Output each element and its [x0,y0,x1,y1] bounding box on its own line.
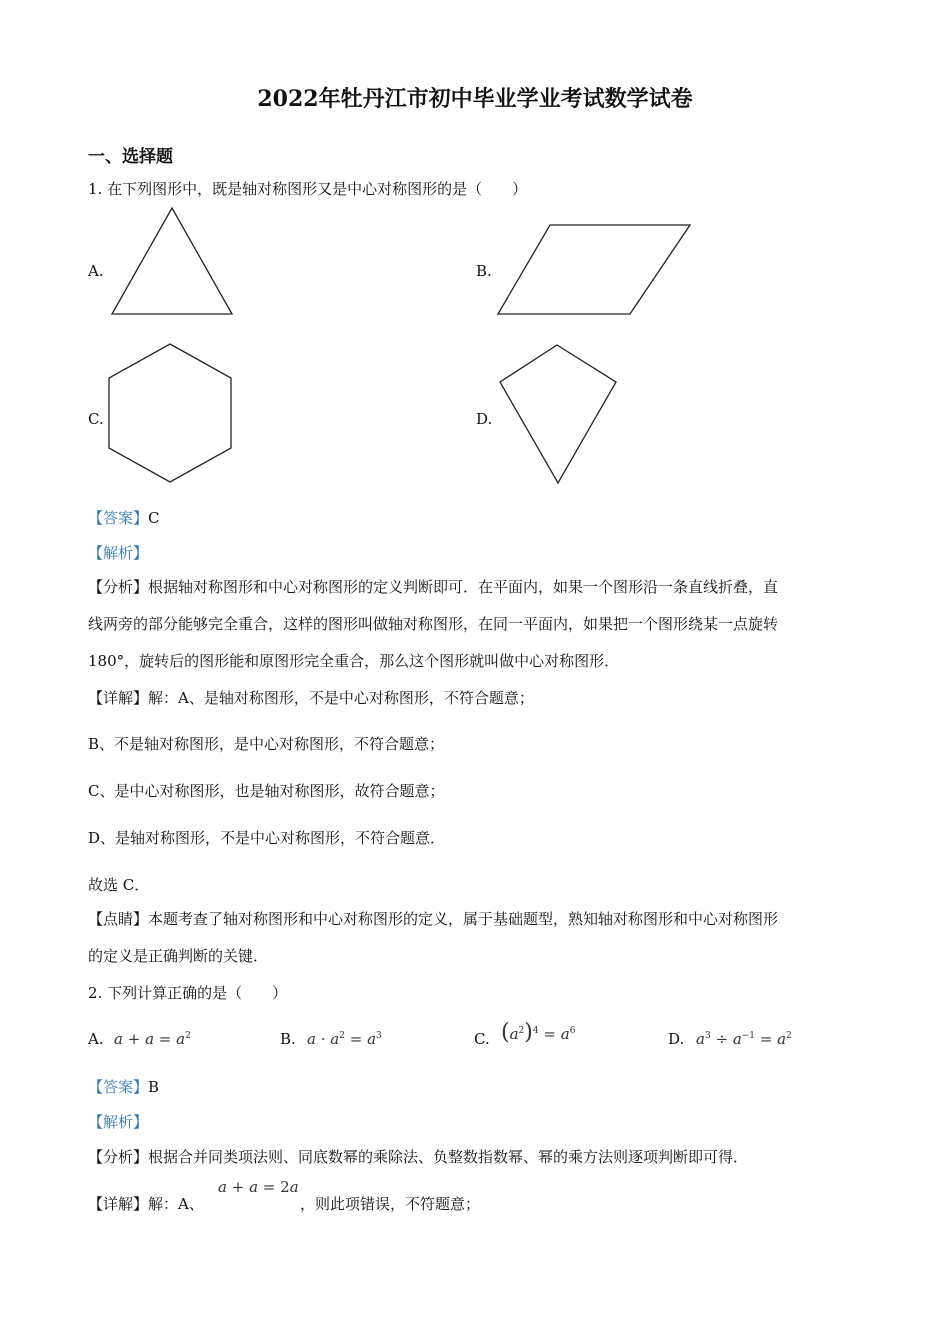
q2-option-d-formula: $a^3 \div a^{-1} = a^2$ [696,1030,792,1048]
q2-fenxi-line [88,1146,748,1168]
q1-fenxi-line-2: 线两旁的部分能够完全重合，这样的图形叫做轴对称图形，在同一平面内，如果把一个图形绕某一点旋转 [88,615,779,633]
q2-option-c-formula: $(a^2)^4 = a^6$ [501,1020,576,1045]
kite-figure [490,338,625,488]
q2-option-b-label[interactable]: B. [280,1030,296,1048]
q2-option-d-label[interactable]: D. [668,1030,685,1048]
detail-tag: 【详解】 [88,689,149,707]
detail-prefix: 解：A、 [148,1195,204,1213]
answer-value: B [148,1078,160,1096]
q1-analysis-tag: 【解析】 [88,544,149,562]
fenxi-tag: 【分析】 [88,578,149,596]
answer-value: C [148,509,160,527]
q2-detail-suffix: ，则此项错误，不符题意； [300,1195,481,1213]
q1-stem: 1. 在下列图形中，既是轴对称图形又是中心对称图形的是（ ） [88,180,528,198]
q1-option-d-label[interactable]: D. [476,410,493,428]
triangle-figure [100,200,240,320]
detail-tag: 【详解】 [88,1195,149,1213]
q1-detail-line-4: D、是轴对称图形，不是中心对称图形，不符合题意． [88,829,446,847]
dianjing-text-1: 本题考查了轴对称图形和中心对称图形的定义，属于基础题型，熟知轴对称图形和中心对称图形 [148,910,779,928]
parallelogram-figure [490,215,700,320]
q1-answer-line [88,507,160,529]
page-title: 2022年牡丹江市初中毕业学业考试数学试卷 [257,86,693,112]
q2-option-b-formula: $a \cdot a^2 = a^3$ [307,1030,382,1048]
detail-text-1: 解：A、是轴对称图形，不是中心对称图形，不符合题意； [148,689,534,707]
q1-detail-line-3: C、是中心对称图形，也是轴对称图形，故符合题意； [88,782,445,800]
q2-answer-line [88,1076,159,1098]
q1-fenxi-line-1 [88,576,778,598]
answer-tag: 【答案】 [88,1078,149,1096]
q2-stem: 2. 下列计算正确的是（ ） [88,984,288,1002]
q1-detail-line-2: B、不是轴对称图形，是中心对称图形，不符合题意； [88,735,445,753]
q1-option-b-label[interactable]: B. [476,262,492,280]
answer-tag: 【答案】 [88,509,149,527]
q1-option-c-label[interactable]: C. [88,410,104,428]
q2-option-a-formula: $a + a = a^2$ [114,1030,191,1048]
fenxi-tag: 【分析】 [88,1148,149,1166]
q2-option-a-label[interactable]: A. [88,1030,104,1048]
hexagon-figure [100,338,240,488]
q1-option-a-label[interactable]: A. [88,262,104,280]
section-heading: 一、选择题 [88,147,173,167]
q1-detail-line-5: 故选 C． [88,876,150,894]
q2-detail-formula: a + a = 2a [218,1178,299,1196]
dianjing-tag: 【点睛】 [88,910,149,928]
q2-detail-line [88,1193,204,1215]
q1-dianjing-line-2: 的定义是正确判断的关键． [88,947,269,965]
q2-analysis-tag: 【解析】 [88,1113,149,1131]
q1-dianjing-line-1 [88,908,778,930]
q2-option-c-label[interactable]: C. [474,1030,490,1048]
fenxi-text: 根据合并同类项法则、同底数幂的乘除法、负整数指数幂、幂的乘方法则逐项判断即可得． [148,1148,749,1166]
fenxi-text-1: 根据轴对称图形和中心对称图形的定义判断即可．在平面内，如果一个图形沿一条直线折叠，直 [148,578,779,596]
q1-detail-line-1 [88,687,534,709]
q1-fenxi-line-3: 180°，旋转后的图形能和原图形完全重合，那么这个图形就叫做中心对称图形． [88,652,620,670]
